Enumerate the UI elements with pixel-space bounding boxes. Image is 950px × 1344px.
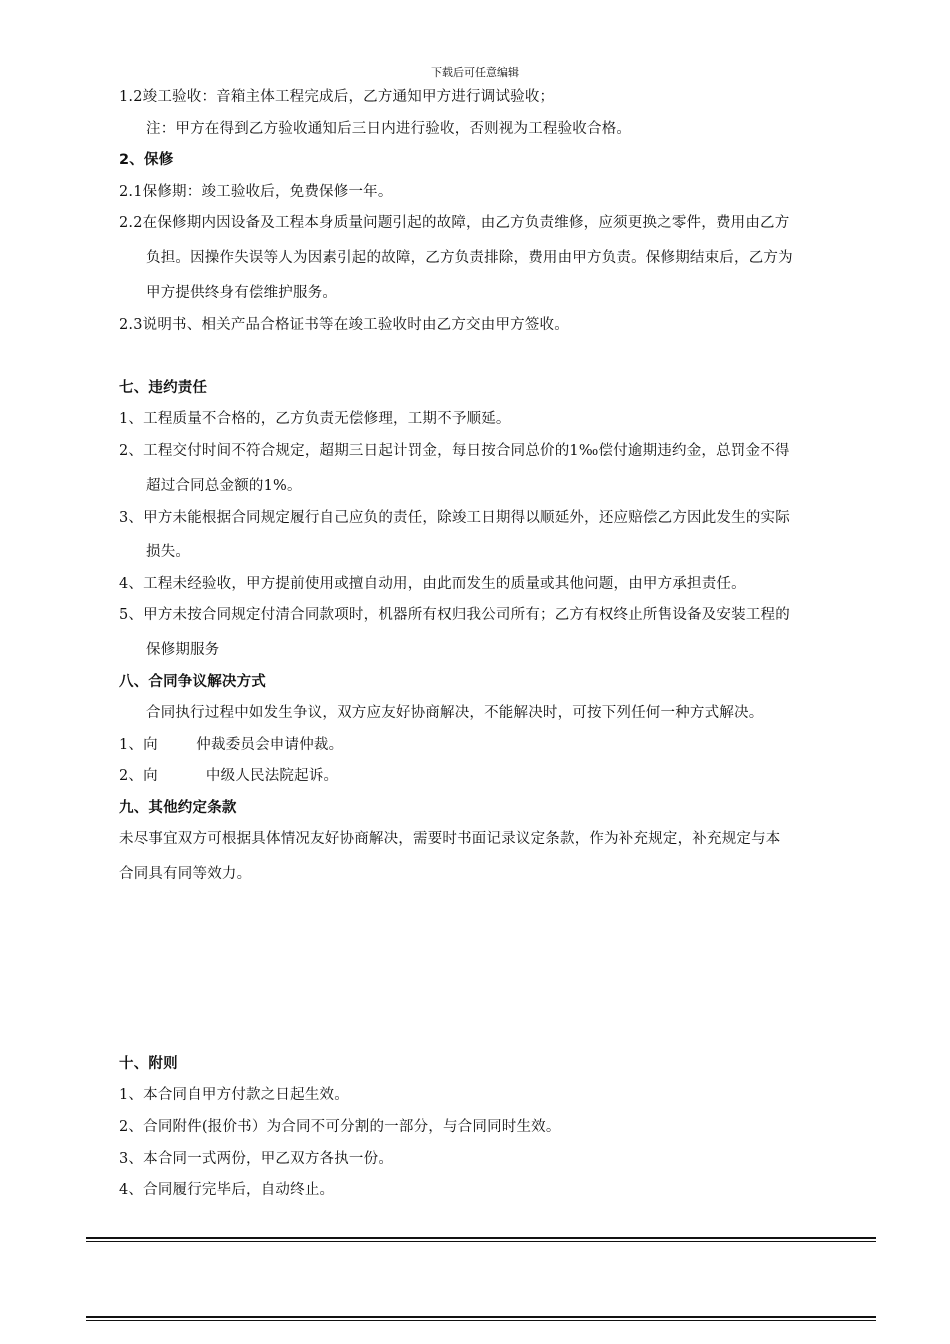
liability-item-1: 1、工程质量不合格的，乙方负责无偿修理，工期不予顺延。 — [119, 411, 511, 427]
other-terms: 未尽事宜双方可根据具体情况友好协商解决，需要时书面记录议定条款，作为补充规定，补充规定与本 — [119, 831, 781, 847]
liability-item-5: 5、甲方未按合同规定付清合同款项时，机器所有权归我公司所有；乙方有权终止所售设备及安装工程的 — [119, 607, 790, 623]
clause-2-2-cont-1: 负担。因操作失误等人为因素引起的故障，乙方负责排除，费用由甲方负责。保修期结束后，乙方为 — [146, 250, 793, 266]
dispute-intro: 合同执行过程中如发生争议，双方应友好协商解决，不能解决时，可按下列任何一种方式解决。 — [146, 705, 764, 721]
section-heading-warranty: 2、保修 — [119, 152, 174, 168]
horizontal-rule-top — [86, 1237, 876, 1242]
dispute-item-1: 1、向 仲裁委员会申请仲裁。 — [119, 737, 344, 753]
clause-2-3: 2.3说明书、相关产品合格证书等在竣工验收时由乙方交由甲方签收。 — [119, 317, 569, 333]
section-heading-supplementary: 十、附则 — [119, 1056, 178, 1072]
liability-item-3-cont: 损失。 — [146, 544, 191, 560]
clause-2-2-cont-2: 甲方提供终身有偿维护服务。 — [146, 285, 338, 301]
supplementary-item-1: 1、本合同自甲方付款之日起生效。 — [119, 1087, 349, 1103]
section-heading-dispute: 八、合同争议解决方式 — [119, 674, 266, 690]
clause-2-1: 2.1保修期：竣工验收后，免费保修一年。 — [119, 184, 393, 200]
liability-item-4: 4、工程未经验收，甲方提前使用或擅自动用，由此而发生的质量或其他问题，由甲方承担责任。 — [119, 576, 746, 592]
clause-2-2: 2.2在保修期内因设备及工程本身质量问题引起的故障，由乙方负责维修，应须更换之零件，费用由乙方 — [119, 215, 790, 231]
liability-item-2-cont: 超过合同总金额的1%。 — [146, 478, 302, 494]
section-heading-other: 九、其他约定条款 — [119, 800, 237, 816]
liability-item-5-cont: 保修期服务 — [146, 642, 220, 658]
section-heading-liability: 七、违约责任 — [119, 380, 208, 396]
other-terms-cont: 合同具有同等效力。 — [119, 866, 252, 882]
dispute-item-2: 2、向 中级人民法院起诉。 — [119, 768, 339, 784]
liability-item-2: 2、工程交付时间不符合规定，超期三日起计罚金，每日按合同总价的1‰偿付逾期违约金，总罚金不得 — [119, 443, 790, 459]
liability-item-3: 3、甲方未能根据合同规定履行自己应负的责任，除竣工日期得以顺延外，还应赔偿乙方因此发生的实际 — [119, 510, 790, 526]
horizontal-rule-bottom — [86, 1316, 876, 1321]
supplementary-item-3: 3、本合同一式两份，甲乙双方各执一份。 — [119, 1151, 394, 1167]
clause-1-2: 1.2竣工验收：音箱主体工程完成后，乙方通知甲方进行调试验收； — [119, 89, 555, 105]
supplementary-item-4: 4、合同履行完毕后，自动终止。 — [119, 1182, 335, 1198]
clause-note: 注：甲方在得到乙方验收通知后三日内进行验收，否则视为工程验收合格。 — [146, 121, 632, 137]
supplementary-item-2: 2、合同附件(报价书）为合同不可分割的一部分，与合同同时生效。 — [119, 1119, 561, 1135]
header-note: 下载后可任意编辑 — [431, 66, 519, 79]
